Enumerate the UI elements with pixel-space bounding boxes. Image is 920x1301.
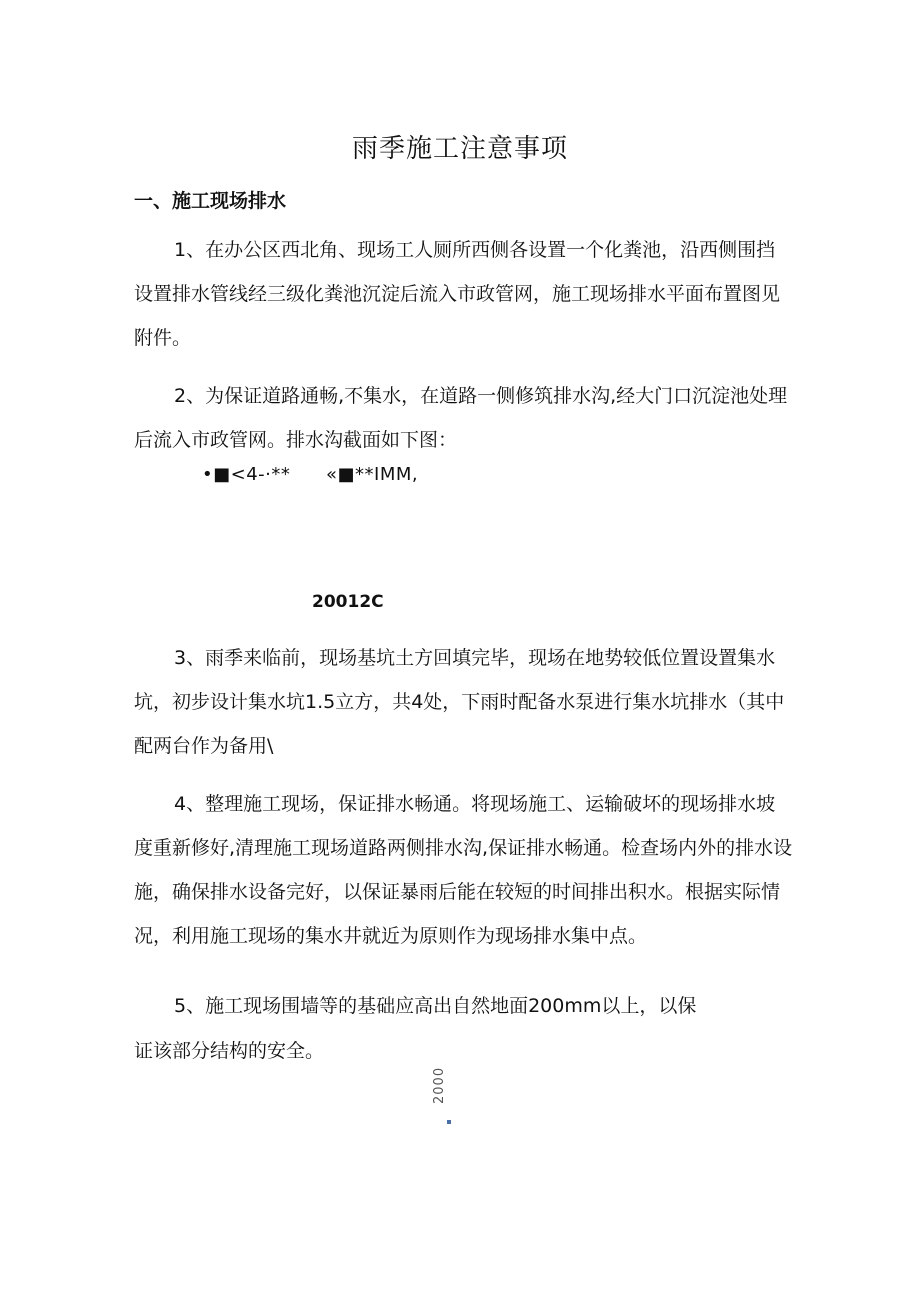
- paragraph-2: [134, 374, 794, 462]
- paragraph-3-text: 3、雨季来临前，现场基坑土方回填完毕，现场在地势较低位置设置集水坑，初步设计集水坑1.5立方，共4处，下雨时配备水泵进行集水坑排水（其中配两台作为备用\: [134, 647, 785, 757]
- figure-text-right: «■**IMM,: [326, 464, 419, 485]
- paragraph-5: [134, 984, 794, 1028]
- paragraph-5-continuation: 证该部分结构的安全。: [134, 1040, 325, 1062]
- paragraph-1: [134, 228, 794, 360]
- rotated-dimension-label: 2000: [432, 1066, 447, 1104]
- figure-marker: [447, 1120, 451, 1124]
- paragraph-1-text: 1、在办公区西北角、现场工人厕所西侧各设置一个化粪池，沿西侧围挡设置排水管线经三级化粪池沉淀后流入市政管网，施工现场排水平面布置图见附件。: [134, 239, 781, 349]
- paragraph-4: [134, 782, 794, 958]
- figure-dimension-label: 20012C: [312, 592, 384, 612]
- paragraph-3: [134, 636, 794, 768]
- figure-text-left: •■<4-·**: [202, 464, 291, 485]
- document-title: 雨季施工注意事项: [351, 134, 568, 164]
- paragraph-4-text: 4、整理施工现场，保证排水畅通。将现场施工、运输破坏的现场排水坡度重新修好,清理施工现场道路两侧排水沟,保证排水畅通。检查场内外的排水设施，确保排水设备完好，以保证暴雨后能在较短的时间排出积水。根据实际情况，利用施工现场的集水井就近为原则作为现场排水集中点。: [134, 793, 793, 947]
- section-heading: 一、施工现场排水: [134, 190, 287, 212]
- paragraph-5-text: 5、施工现场围墙等的基础应高出自然地面200mm以上，以保: [174, 995, 697, 1017]
- paragraph-2-text: 2、为保证道路通畅,不集水，在道路一侧修筑排水沟,经大门口沉淀池处理后流入市政管网。排水沟截面如下图：: [134, 385, 788, 451]
